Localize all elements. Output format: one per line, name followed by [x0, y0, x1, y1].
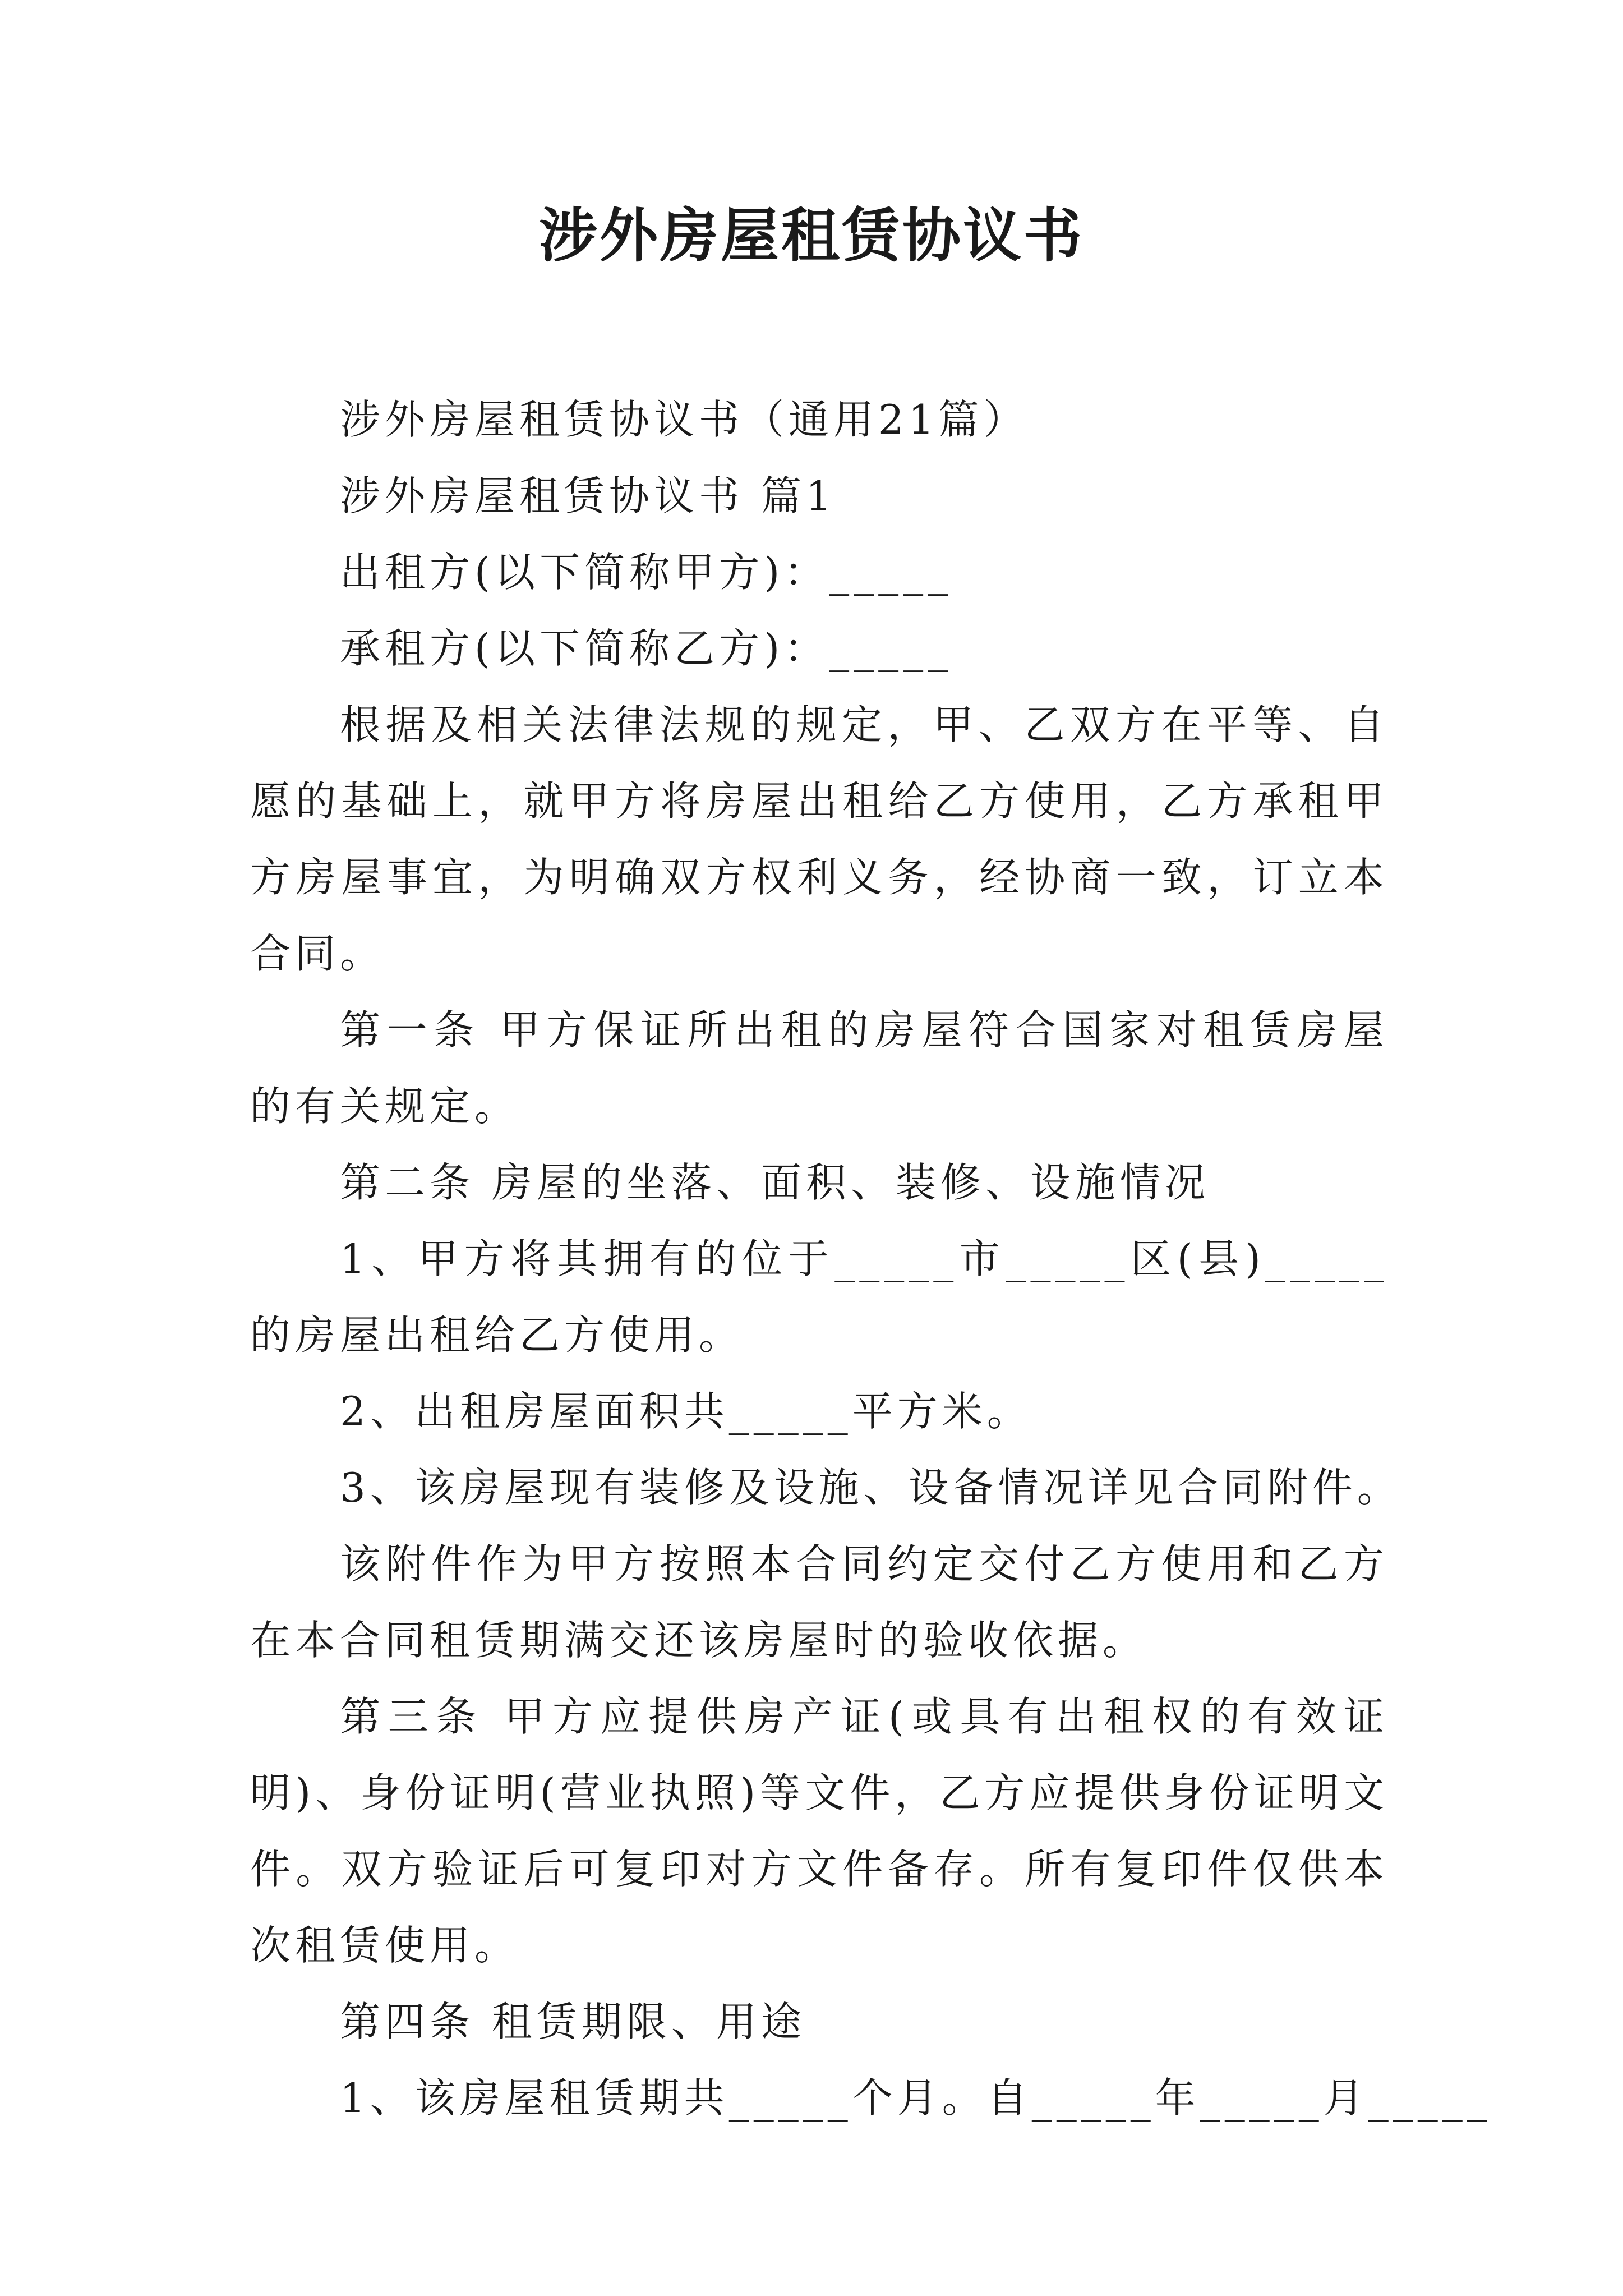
- paragraph-article-4-item-1: 1、该房屋租赁期共_____个月。自_____年_____月_____: [340, 2074, 1492, 2122]
- paragraph-section-heading: 涉外房屋租赁协议书 篇1: [340, 472, 836, 519]
- paragraph-lessor: 出租方(以下简称甲方)：_____: [340, 549, 953, 596]
- document-title: 涉外房屋租赁协议书: [538, 201, 1084, 270]
- paragraph-subtitle: 涉外房屋租赁协议书（通用21篇）: [340, 396, 1029, 443]
- paragraph-attachment-note: 该附件作为甲方按照本合同约定交付乙方使用和乙方在本合同租赁期满交还该房屋时的验收依据。: [250, 1540, 1389, 1664]
- paragraph-article-3: 第三条 甲方应提供房产证(或具有出租权的有效证明)、身份证明(营业执照)等文件，乙方应提供身份证明文件。双方验证后可复印对方文件备存。所有复印件仅供本次租赁使用。: [250, 1693, 1389, 1969]
- paragraph-article-2-item-1: 1、甲方将其拥有的位于_____市_____区(县)_____的房屋出租给乙方使用。: [250, 1235, 1389, 1359]
- paragraph-article-2-item-2: 2、出租房屋面积共_____平方米。: [340, 1388, 1032, 1435]
- paragraph-article-4: 第四条 租赁期限、用途: [340, 1998, 806, 2045]
- document-body: [250, 381, 1492, 2136]
- paragraph-lessee: 承租方(以下简称乙方)：_____: [340, 625, 953, 672]
- paragraph-article-2-item-3: 3、该房屋现有装修及设施、设备情况详见合同附件。: [340, 1464, 1402, 1511]
- paragraph-article-1: 第一条 甲方保证所出租的房屋符合国家对租赁房屋的有关规定。: [250, 1006, 1389, 1130]
- paragraph-preamble: 根据及相关法律法规的规定，甲、乙双方在平等、自愿的基础上，就甲方将房屋出租给乙方使用，乙方承租甲方房屋事宜，为明确双方权利义务，经协商一致，订立本合同。: [250, 701, 1389, 977]
- paragraph-article-2: 第二条 房屋的坐落、面积、装修、设施情况: [340, 1159, 1210, 1206]
